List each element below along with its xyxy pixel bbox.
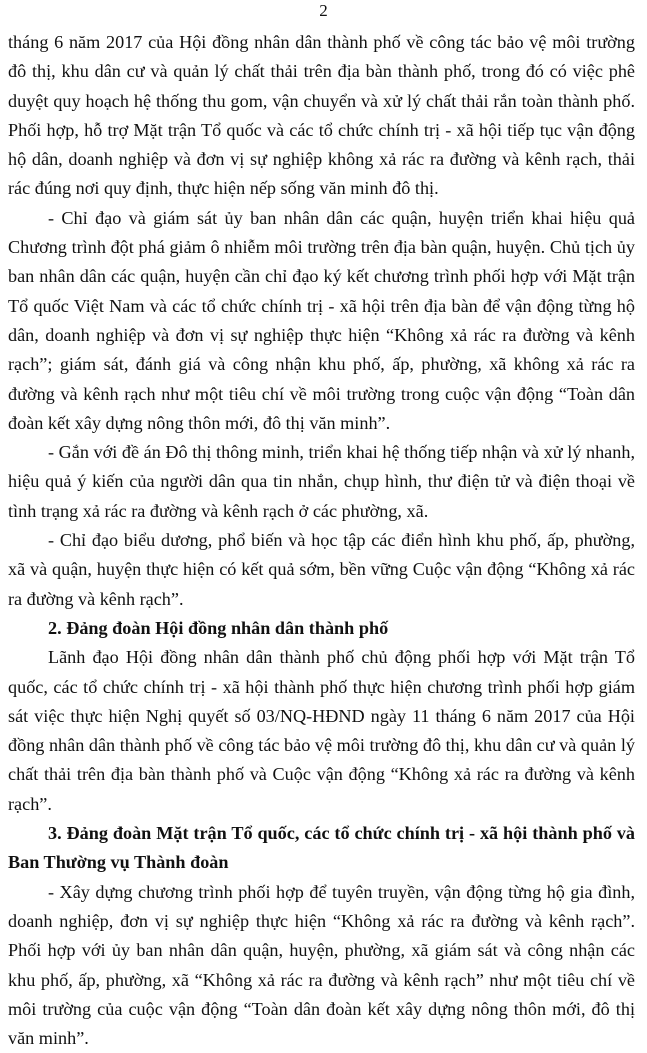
paragraph-bullet-commendation: - Chỉ đạo biểu dương, phổ biến và học tập các điển hình khu phố, ấp, phường, xã và quận, huyện thực hiện có kết quả sớm, bền vững Cuộc vận động “Không xả rác ra đường và kênh rạch”. [8, 530, 635, 609]
paragraph-bullet-direct-supervise: - Chỉ đạo và giám sát ủy ban nhân dân các quận, huyện triển khai hiệu quả Chương trình đột phá giảm ô nhiễm môi trường trên địa bàn quận, huyện. Chủ tịch ủy ban nhân dân các quận, huyện cần chỉ đạo ký kết chương trình phối hợp với Mặt trận Tổ quốc Việt Nam và các tổ chức chính trị - xã hội trên địa bàn để vận động từng hộ dân, doanh nghiệp và đơn vị sự nghiệp thực hiện “Không xả rác ra đường và kênh rạch”; giám sát, đánh giá và công nhận khu phố, ấp, phường, xã không xả rác ra đường và kênh rạch như một tiêu chí về môi trường trong cuộc vận động “Toàn dân đoàn kết xây dựng nông thôn mới, đô thị văn minh”. [8, 207, 635, 433]
document-body [8, 28, 635, 1053]
paragraph-bullet-smart-city: - Gắn với đề án Đô thị thông minh, triển khai hệ thống tiếp nhận và xử lý nhanh, hiệu quả ý kiến của người dân qua tin nhắn, chụp hình, thư điện tử và điện thoại về tình trạng xả rác ra đường và kênh rạch ở các phường, xã. [8, 442, 635, 521]
paragraph-intro-continuation: tháng 6 năm 2017 của Hội đồng nhân dân thành phố về công tác bảo vệ môi trường đô thị, khu dân cư và quản lý chất thải trên địa bàn thành phố, trong đó có việc phê duyệt quy hoạch hệ thống thu gom, vận chuyển và xử lý chất thải rắn toàn thành phố. Phối hợp, hỗ trợ Mặt trận Tổ quốc và các tổ chức chính trị - xã hội tiếp tục vận động hộ dân, doanh nghiệp và đơn vị sự nghiệp không xả rác ra đường và kênh rạch, thải rác đúng nơi quy định, thực hiện nếp sống văn minh đô thị. [8, 32, 635, 199]
section-heading-2: 2. Đảng đoàn Hội đồng nhân dân thành phố [48, 617, 389, 638]
section-heading-3: 3. Đảng đoàn Mặt trận Tổ quốc, các tổ chức chính trị - xã hội thành phố và Ban Thường vụ Thành đoàn [8, 823, 635, 873]
paragraph-section-2-body: Lãnh đạo Hội đồng nhân dân thành phố chủ động phối hợp với Mặt trận Tổ quốc, các tổ chức chính trị - xã hội thành phố thực hiện chương trình phối hợp giám sát việc thực hiện Nghị quyết số 03/NQ-HĐND ngày 11 tháng 6 năm 2017 của Hội đồng nhân dân thành phố về công tác bảo vệ môi trường đô thị, khu dân cư và quản lý chất thải trên địa bàn thành phố và Cuộc vận động “Không xả rác ra đường và kênh rạch”. [8, 647, 635, 814]
page-number: 2 [319, 1, 328, 20]
paragraph-section-3-body: - Xây dựng chương trình phối hợp để tuyên truyền, vận động từng hộ gia đình, doanh nghiệp, đơn vị sự nghiệp thực hiện “Không xả rác ra đường và kênh rạch”. Phối hợp với ủy ban nhân dân quận, huyện, phường, xã giám sát và công nhận các khu phố, ấp, phường, xã “Không xả rác ra đường và kênh rạch” như một tiêu chí về môi trường của cuộc vận động “Toàn dân đoàn kết xây dựng nông thôn mới, đô thị văn minh”. [8, 881, 635, 1049]
